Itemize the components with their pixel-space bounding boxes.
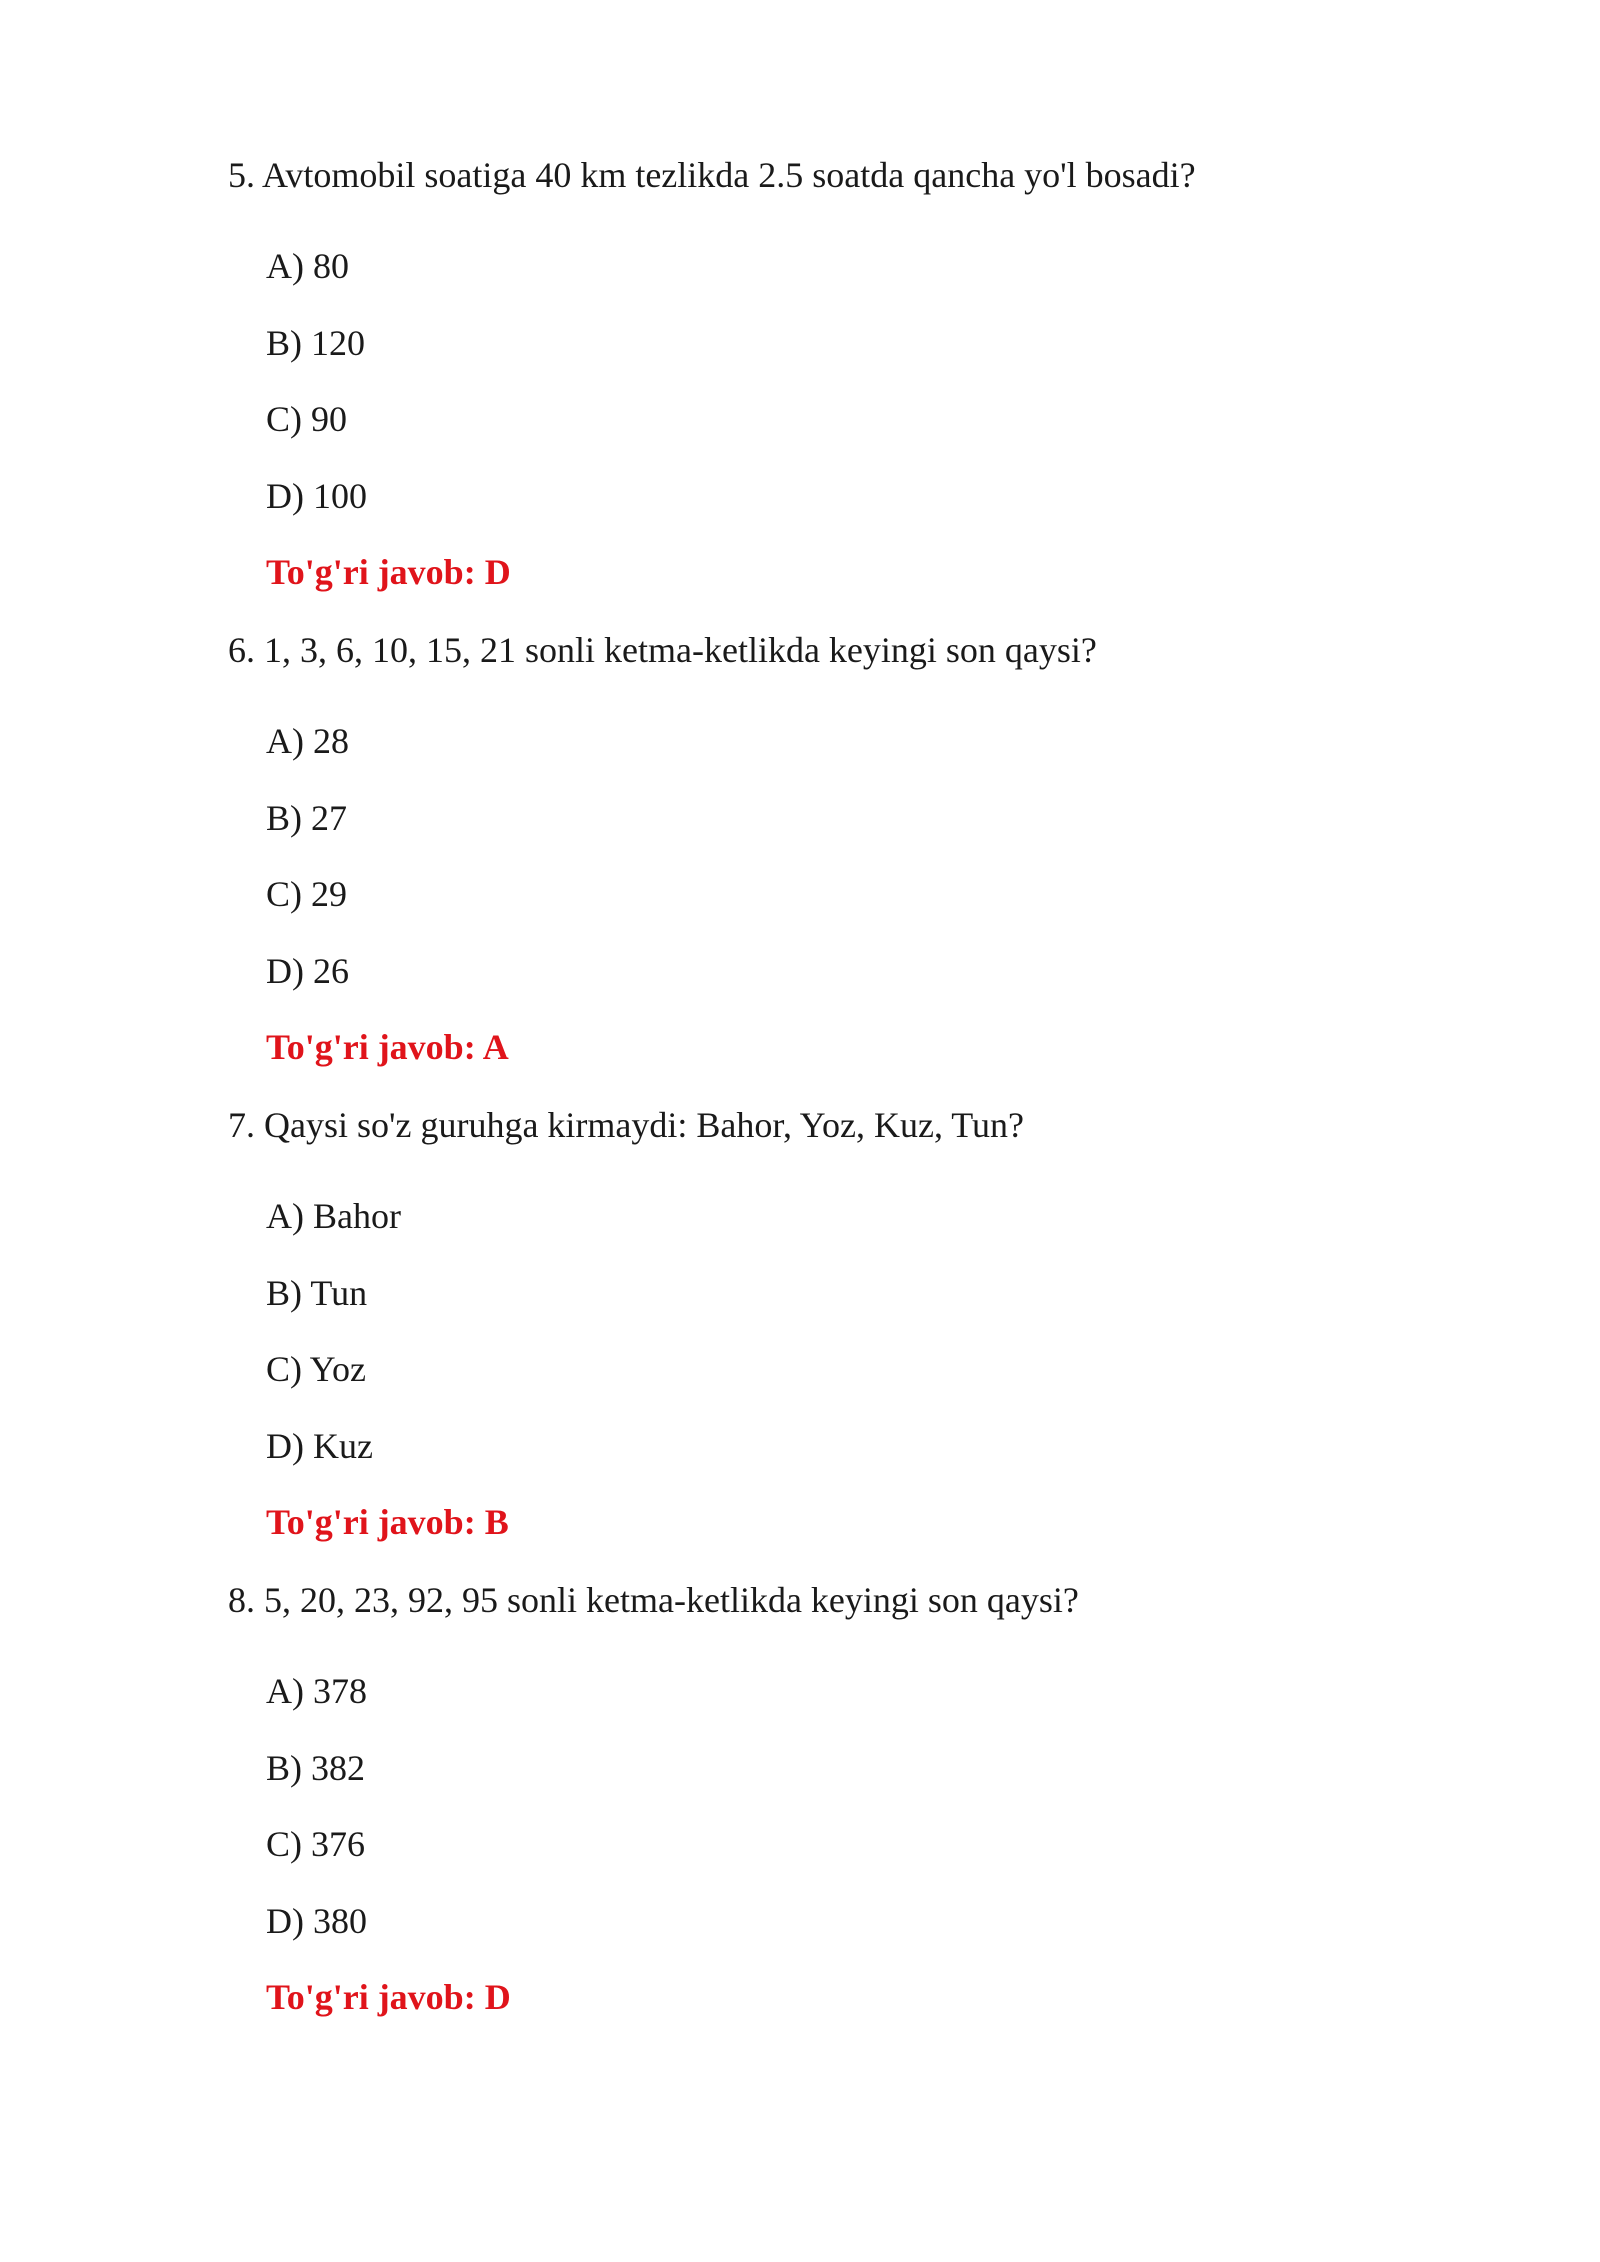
options-list bbox=[228, 719, 1428, 1025]
options-list bbox=[228, 244, 1428, 550]
option-b: B) Tun bbox=[266, 1272, 368, 1313]
option-a: A) 378 bbox=[266, 1671, 367, 1711]
question-text: 7. Qaysi so'z guruhga kirmaydi: Bahor, Yoz, Kuz, Tun? bbox=[228, 1105, 1025, 1145]
correct-answer: To'g'ri javob: D bbox=[266, 1977, 511, 2017]
option-b: B) 27 bbox=[266, 797, 347, 838]
correct-answer: To'g'ri javob: B bbox=[266, 1502, 509, 1542]
options-list bbox=[228, 1669, 1428, 1975]
question-text: 6. 1, 3, 6, 10, 15, 21 sonli ketma-ketlikda keyingi son qaysi? bbox=[228, 630, 1097, 670]
correct-answer: To'g'ri javob: D bbox=[266, 552, 511, 592]
option-a: A) Bahor bbox=[266, 1196, 401, 1236]
option-d: D) 380 bbox=[266, 1900, 367, 1941]
option-d: D) 100 bbox=[266, 475, 367, 516]
question-text: 5. Avtomobil soatiga 40 km tezlikda 2.5 soatda qancha yo'l bosadi? bbox=[228, 155, 1196, 195]
option-b: B) 120 bbox=[266, 322, 365, 363]
option-a: A) 80 bbox=[266, 246, 349, 286]
question-6 bbox=[228, 628, 1428, 1069]
option-c: C) 29 bbox=[266, 874, 347, 914]
option-d: D) Kuz bbox=[266, 1425, 373, 1466]
question-text: 8. 5, 20, 23, 92, 95 sonli ketma-ketlikda keyingi son qaysi? bbox=[228, 1580, 1079, 1620]
question-5 bbox=[228, 153, 1428, 594]
option-c: C) 90 bbox=[266, 399, 347, 439]
options-list bbox=[228, 1194, 1428, 1500]
option-d: D) 26 bbox=[266, 950, 349, 991]
option-c: C) Yoz bbox=[266, 1349, 367, 1389]
question-8 bbox=[228, 1578, 1428, 2019]
option-b: B) 382 bbox=[266, 1747, 365, 1788]
question-7 bbox=[228, 1103, 1428, 1544]
option-c: C) 376 bbox=[266, 1824, 365, 1864]
option-a: A) 28 bbox=[266, 721, 349, 761]
correct-answer: To'g'ri javob: A bbox=[266, 1027, 509, 1067]
